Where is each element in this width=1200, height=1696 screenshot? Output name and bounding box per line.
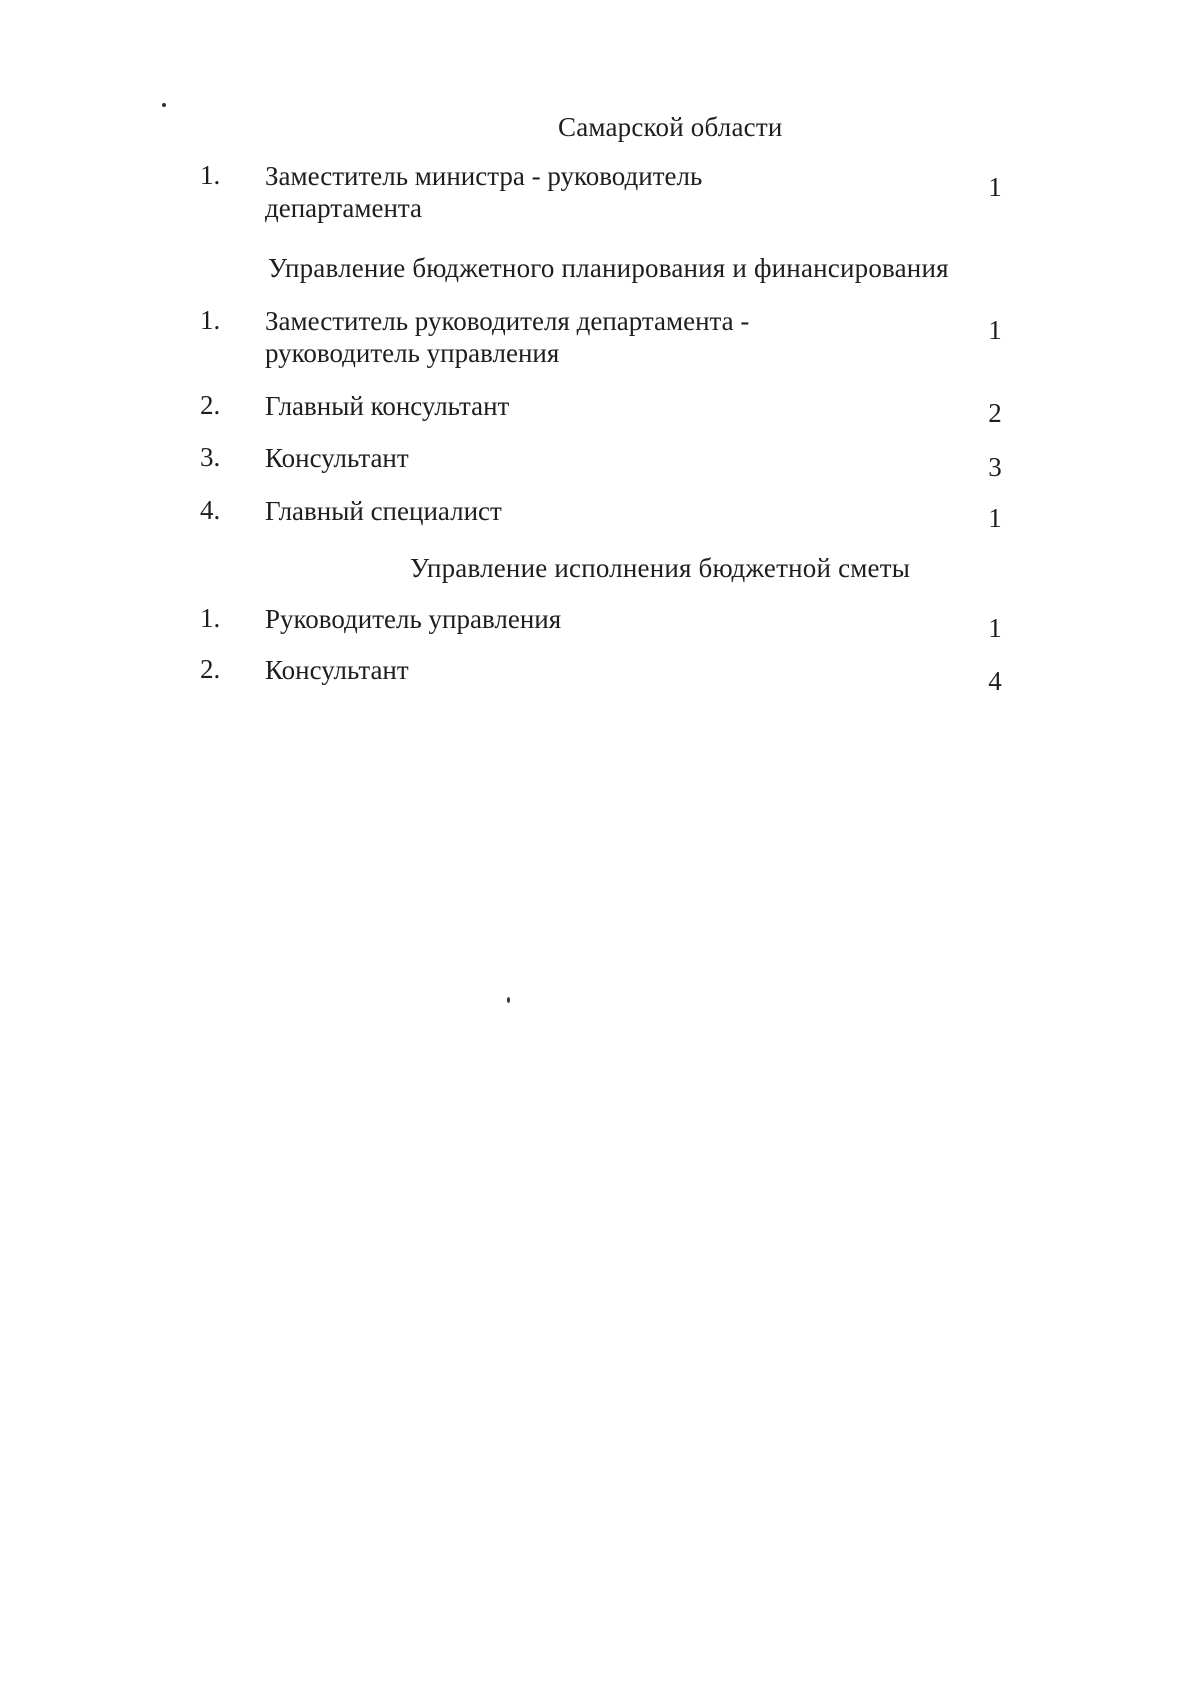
- item-title-line: Заместитель руководителя департамента -: [265, 306, 750, 336]
- item-title-line: Консультант: [265, 655, 409, 685]
- item-title: [265, 442, 805, 474]
- item-title: [265, 654, 805, 686]
- item-number: 1.: [200, 603, 221, 633]
- item-count: 1: [988, 315, 1002, 345]
- item-count: 1: [988, 172, 1002, 202]
- item-number: 1.: [200, 160, 221, 190]
- item-number: 2.: [200, 654, 221, 684]
- item-count: 3: [988, 452, 1002, 482]
- item-number: 2.: [200, 390, 221, 420]
- header-title: Самарской области: [558, 112, 783, 142]
- scan-speck: [507, 997, 510, 1003]
- item-count: 2: [988, 398, 1002, 428]
- item-title: [265, 305, 805, 369]
- item-title: [265, 390, 805, 422]
- scan-speck: [162, 103, 166, 107]
- section-heading: Управление бюджетного планирования и финансирования: [268, 253, 949, 283]
- item-title: [265, 495, 805, 527]
- item-number: 1.: [200, 305, 221, 335]
- item-number: 3.: [200, 442, 221, 472]
- item-title-line: Консультант: [265, 443, 409, 473]
- item-title-line: департамента: [265, 193, 423, 223]
- item-title: [265, 160, 805, 224]
- item-title-line: Главный специалист: [265, 496, 502, 526]
- item-number: 4.: [200, 495, 221, 525]
- item-count: 4: [988, 666, 1002, 696]
- item-count: 1: [988, 613, 1002, 643]
- item-title-line: Главный консультант: [265, 391, 510, 421]
- item-count: 1: [988, 503, 1002, 533]
- section-heading: Управление исполнения бюджетной сметы: [410, 553, 911, 583]
- item-title-line: руководитель управления: [265, 338, 560, 368]
- item-title: [265, 603, 805, 635]
- item-title-line: Руководитель управления: [265, 604, 562, 634]
- item-title-line: Заместитель министра - руководитель: [265, 161, 703, 191]
